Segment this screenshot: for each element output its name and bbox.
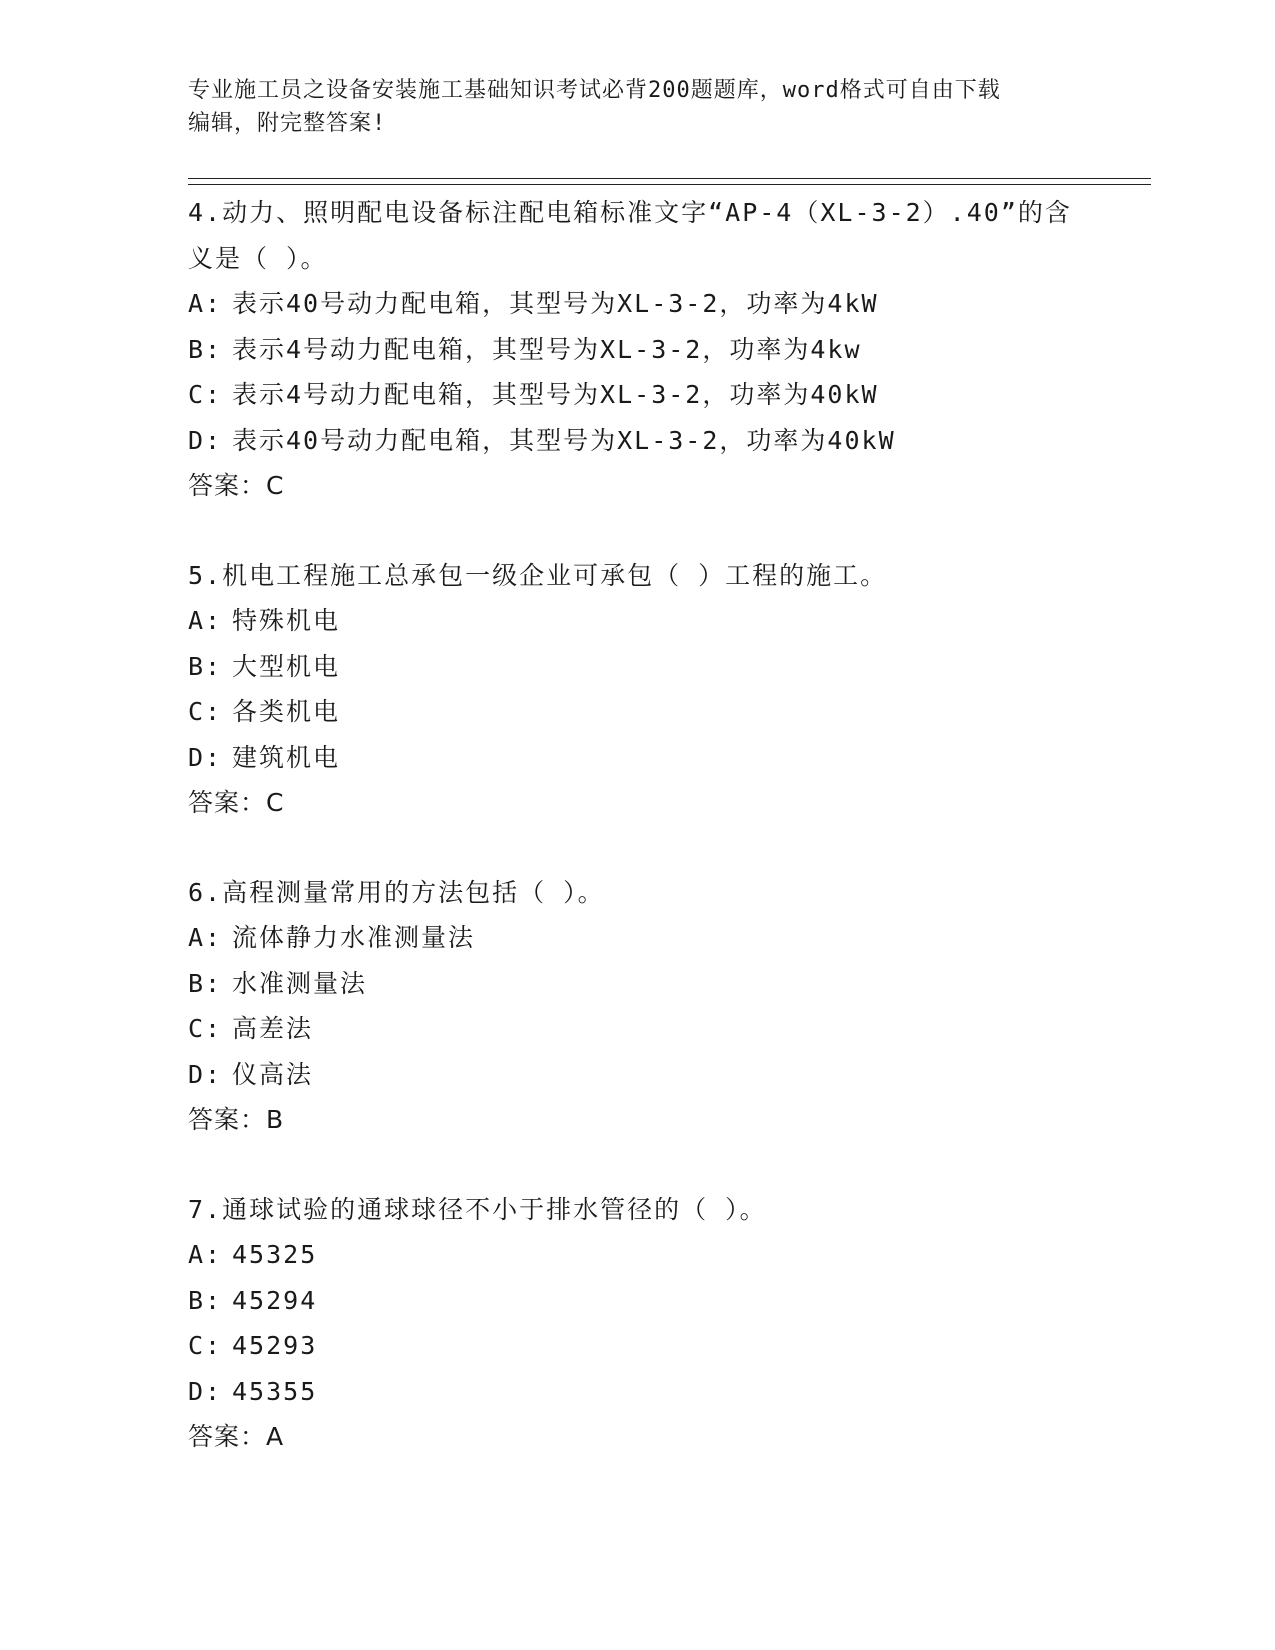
option-letter: B: (188, 334, 223, 364)
option-text: 表示40号动力配电箱，其型号为XL-3-2，功率为4kW (232, 289, 879, 318)
answer-line: 答案：B (188, 1105, 285, 1134)
option-b (188, 327, 1151, 373)
option-text: 流体静力水准测量法 (232, 923, 476, 952)
question-4 (188, 190, 1151, 509)
option-c (188, 1006, 1151, 1052)
option-text: 仪高法 (232, 1059, 314, 1089)
option-b (188, 644, 1151, 690)
option-a (188, 598, 1151, 644)
option-letter: B: (188, 651, 223, 681)
option-letter: B: (188, 968, 223, 998)
option-d (188, 1369, 1151, 1415)
option-a (188, 915, 1151, 961)
question-6 (188, 870, 1151, 1143)
option-text: 45294 (232, 1285, 318, 1315)
option-c (188, 372, 1151, 418)
option-b (188, 961, 1151, 1007)
option-letter: C: (188, 380, 223, 409)
option-letter: C: (188, 1331, 223, 1360)
option-d (188, 735, 1151, 781)
option-text: 水准测量法 (232, 968, 368, 998)
option-letter: A: (188, 606, 223, 635)
option-letter: B: (188, 1285, 223, 1315)
option-text: 各类机电 (232, 697, 341, 726)
question-stem: 5.机电工程施工总承包一级企业可承包（ ）工程的施工。 (188, 560, 888, 590)
option-letter: C: (188, 697, 223, 726)
option-a (188, 281, 1151, 327)
question-5 (188, 553, 1151, 826)
option-text: 45293 (232, 1331, 318, 1360)
header-double-rule (188, 178, 1151, 185)
option-letter: D: (188, 742, 223, 772)
option-a (188, 1232, 1151, 1278)
question-stem: 4.动力、照明配电设备标注配电箱标准文字“AP-4（XL-3-2）.40”的含义是（ ）。 (188, 198, 1072, 273)
option-letter: D: (188, 425, 223, 455)
option-text: 表示4号动力配电箱，其型号为XL-3-2，功率为40kW (232, 380, 879, 409)
question-list (188, 190, 1151, 1504)
question-stem: 7.通球试验的通球球径不小于排水管径的（ ）。 (188, 1194, 767, 1224)
header-title-line-1: 专业施工员之设备安装施工基础知识考试必背200题题库，word格式可自由下载 (188, 78, 1001, 103)
option-text: 特殊机电 (232, 606, 341, 635)
question-stem: 6.高程测量常用的方法包括（ ）。 (188, 877, 605, 907)
option-text: 大型机电 (232, 651, 341, 681)
document-header (188, 74, 1088, 140)
option-letter: A: (188, 289, 223, 318)
option-text: 表示40号动力配电箱，其型号为XL-3-2，功率为40kW (232, 425, 896, 455)
option-text: 高差法 (232, 1014, 314, 1043)
option-b (188, 1278, 1151, 1324)
answer-line: 答案：C (188, 788, 285, 817)
answer-line: 答案：A (188, 1422, 285, 1451)
option-letter: A: (188, 923, 223, 952)
option-c (188, 689, 1151, 735)
header-title-line-2: 编辑，附完整答案! (188, 111, 387, 136)
option-text: 建筑机电 (232, 742, 341, 772)
option-letter: D: (188, 1059, 223, 1089)
option-text: 45325 (232, 1240, 318, 1269)
option-letter: A: (188, 1240, 223, 1269)
question-7 (188, 1187, 1151, 1460)
option-text: 表示4号动力配电箱，其型号为XL-3-2，功率为4kw (232, 334, 862, 364)
answer-line: 答案：C (188, 471, 285, 500)
option-letter: C: (188, 1014, 223, 1043)
option-d (188, 418, 1151, 464)
option-d (188, 1052, 1151, 1098)
option-letter: D: (188, 1376, 223, 1406)
option-c (188, 1323, 1151, 1369)
option-text: 45355 (232, 1376, 318, 1406)
